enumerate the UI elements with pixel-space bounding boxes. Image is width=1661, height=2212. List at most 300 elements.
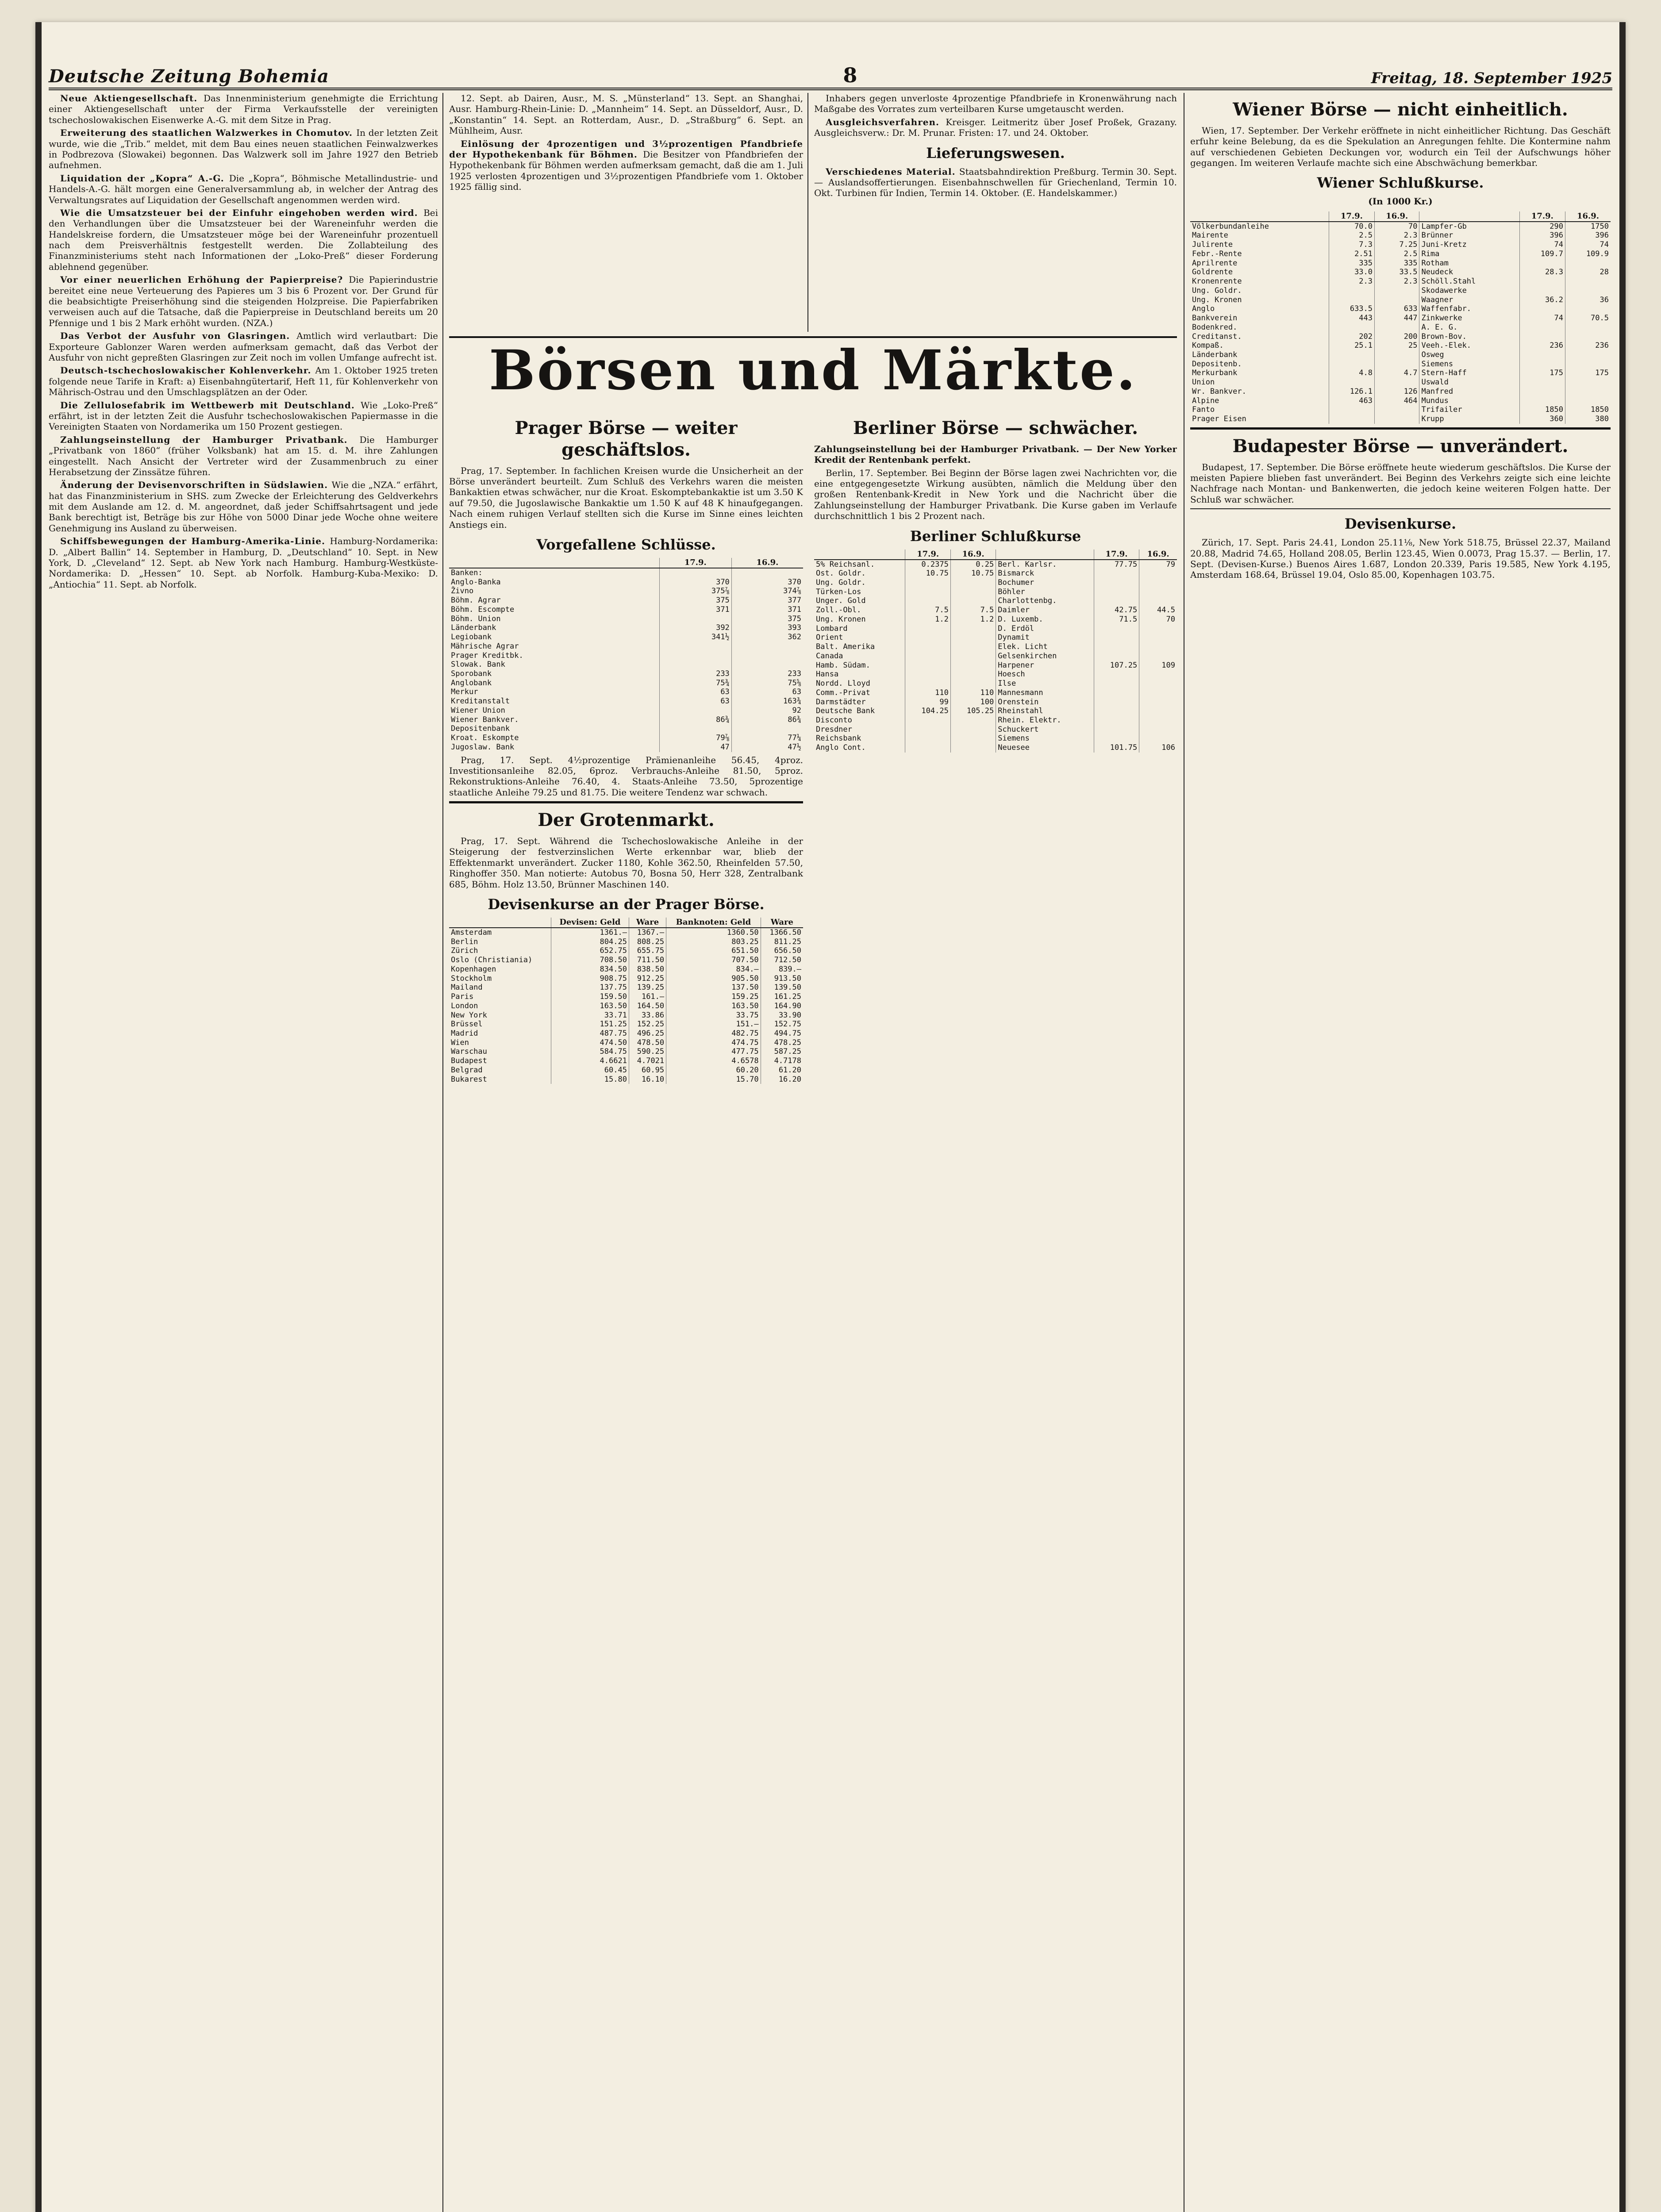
table-header-row <box>449 558 803 568</box>
table-cell: 808.25 <box>629 937 666 947</box>
vienna-exchange-heading: Wiener Börse — nicht einheitlich. <box>1233 99 1568 120</box>
table-cell <box>731 651 803 661</box>
table-cell <box>1519 286 1565 296</box>
table-row <box>1190 240 1611 250</box>
deliveries-heading: Lieferungswesen. <box>926 144 1065 161</box>
table-cell: 42.75 <box>1094 606 1139 615</box>
table-cell <box>950 578 996 588</box>
table-cell <box>1094 716 1139 725</box>
table-cell <box>1519 259 1565 268</box>
table-cell: Türken-Los <box>814 588 905 597</box>
table-cell: Ilse <box>996 679 1094 688</box>
table-row <box>449 578 803 587</box>
divider <box>1190 508 1611 509</box>
table-cell: Berlin <box>449 937 551 947</box>
table-cell: 464 <box>1375 396 1419 406</box>
table-cell: Slowak. Bank <box>449 660 659 669</box>
table-row <box>1190 396 1611 406</box>
table-cell: Anglo Cont. <box>814 743 905 753</box>
column-header: 16.9. <box>1139 549 1177 560</box>
table-cell: 137.50 <box>666 983 761 992</box>
table-cell: 834.— <box>666 965 761 974</box>
table-cell: 163.50 <box>666 1002 761 1011</box>
table-cell <box>659 660 731 669</box>
table-cell: 913.50 <box>774 974 801 983</box>
table-cell <box>905 642 950 652</box>
table-cell: Jugoslaw. Bank <box>449 743 659 752</box>
table-cell: 47 <box>659 743 731 752</box>
table-cell: 1.2 <box>950 615 996 624</box>
table-cell: 200 <box>1375 332 1419 342</box>
article-paragraph <box>49 536 438 590</box>
vienna-closing-heading: Wiener Schlußkurse. <box>1317 174 1484 192</box>
table-cell <box>1565 396 1611 406</box>
table-cell: Trifailer <box>1419 405 1519 415</box>
table-cell: Anglo-Banka <box>449 578 659 587</box>
table-cell: 396 <box>1595 231 1609 240</box>
table-cell: Deutsche Bank <box>814 707 905 716</box>
table-cell: 380 <box>1595 415 1609 424</box>
column-rule <box>442 93 443 2212</box>
table-cell: Oslo (Christiania) <box>449 956 551 965</box>
table-cell: 335 <box>1329 259 1374 268</box>
fx-rates-heading: Devisenkurse. <box>1344 515 1457 533</box>
table-cell: Kronenrente <box>1190 277 1329 286</box>
table-row <box>449 983 803 992</box>
table-cell: 71.5 <box>1094 615 1139 624</box>
table-cell: Merkur <box>449 687 659 697</box>
table-cell <box>905 588 950 597</box>
table-cell: 375 <box>788 614 801 623</box>
table-cell: Zinkwerke <box>1419 314 1519 323</box>
table-cell: 2.5 <box>1329 231 1374 240</box>
column-header: 17.9. <box>1329 211 1374 222</box>
table-cell: 590.25 <box>629 1047 666 1056</box>
table-cell: London <box>449 1002 551 1011</box>
table-cell <box>1139 642 1177 652</box>
table-cell: 633 <box>1375 304 1419 314</box>
table-cell: 651.50 <box>666 946 761 956</box>
table-cell <box>905 743 950 753</box>
article-lead: Wie die Umsatzsteuer bei der Einfuhr eingehoben werden wird. <box>60 207 424 218</box>
table-cell: 374⅞ <box>783 587 801 596</box>
table-cell <box>1375 360 1419 369</box>
table-cell: Gelsenkirchen <box>996 652 1094 661</box>
table-row <box>1190 415 1611 424</box>
table-cell: Kompaß. <box>1190 341 1329 350</box>
table-cell <box>1139 716 1177 725</box>
table-cell: Böhm. Union <box>449 614 659 624</box>
table-cell: Waagner <box>1419 296 1519 305</box>
table-cell: 375 <box>659 596 731 605</box>
article-paragraph <box>814 166 1177 199</box>
column-header: 17.9. <box>659 558 731 568</box>
table-cell: Merkurbank <box>1190 369 1329 378</box>
article-paragraph <box>49 480 438 534</box>
table-cell: Bismarck <box>996 569 1094 578</box>
table-cell: 7.5 <box>905 606 950 615</box>
table-row <box>449 724 803 733</box>
table-cell: 1361.— <box>551 928 629 937</box>
article-lead: Ausgleichsverfahren. <box>826 116 946 127</box>
table-cell: 74 <box>1519 314 1565 323</box>
table-cell <box>1519 378 1565 387</box>
markets-heading: Börsen und Märkte. <box>488 338 1138 403</box>
table-row <box>814 688 1177 698</box>
table-cell <box>731 642 803 651</box>
table-cell <box>950 716 996 725</box>
table-cell: 33.75 <box>666 1011 761 1020</box>
table-cell: 838.50 <box>629 965 666 974</box>
table-cell: New York <box>449 1011 551 1020</box>
table-cell: 79 <box>1166 560 1175 569</box>
table-cell: 163¾ <box>783 697 801 706</box>
table-cell: Budapest <box>449 1056 551 1066</box>
table-cell <box>1565 387 1611 396</box>
table-cell: Bodenkred. <box>1190 323 1329 332</box>
table-row <box>449 669 803 679</box>
table-row <box>814 596 1177 606</box>
table-cell: 7.3 <box>1329 240 1374 250</box>
table-cell: 33.5 <box>1375 268 1419 277</box>
article-paragraph <box>49 93 438 125</box>
table-cell: 77.75 <box>1094 560 1139 569</box>
table-cell: 2.51 <box>1329 250 1374 259</box>
table-cell: 4.8 <box>1329 369 1374 378</box>
berlin-exchange-text: Berlin, 17. September. Bei Beginn der Börse lagen zwei Nachrichten vor, die eine entgegengesetzte Wirkung ausübten, nämlich die Meldung über den großen Rentenbank-Kredit in New York und die Nachricht über die Zahlungseinstellung der Hamburger Privatbank. Die Kurse gaben im Verlaufe durchschnittlich 1 bis 2 Prozent nach. <box>814 467 1177 522</box>
table-row <box>449 965 803 974</box>
table-cell: Böhm. Escompte <box>449 605 659 614</box>
table-cell: Anglo <box>1190 304 1329 314</box>
table-cell: 33.86 <box>629 1011 666 1020</box>
table-cell: 4.6621 <box>551 1056 629 1066</box>
article-paragraph <box>814 117 1177 138</box>
table-cell: 126.1 <box>1329 387 1374 396</box>
table-cell <box>1375 405 1419 415</box>
table-cell <box>905 624 950 634</box>
article-text: Das Innenministerium genehmigte die Errichtung einer Aktiengesellschaft unter der Firma Verkaufsstelle der vereinigten tschechoslowakischen Eisenwerke A.-G. mit dem Sitze in Prag. <box>49 93 438 125</box>
table-cell: D. Erdöl <box>996 624 1094 634</box>
article-paragraph <box>449 138 803 192</box>
table-cell: Brown-Bov. <box>1419 332 1519 342</box>
table-cell: 63 <box>792 687 801 697</box>
table-cell: 496.25 <box>629 1029 666 1038</box>
article-text: Staatsbahndirektion Preßburg. Termin 30. Sept. — Auslandsoffertierungen. Eisenbahnschwellen für Griechenland, Termin 10. Okt. Turbinen für Indien, Termin 14. Oktober. (E. Handelskammer.) <box>814 166 1177 199</box>
table-cell <box>1094 633 1139 642</box>
berlin-closing-table <box>814 549 1177 753</box>
table-cell: Alpine <box>1190 396 1329 406</box>
table-cell <box>1329 415 1374 424</box>
table-cell: 392 <box>659 623 731 633</box>
table-cell: 474.75 <box>666 1038 761 1048</box>
table-cell <box>1139 596 1177 606</box>
table-row <box>1190 286 1611 296</box>
table-cell: 803.25 <box>666 937 761 947</box>
article-paragraph <box>49 365 438 397</box>
table-cell <box>1565 332 1611 342</box>
table-cell: 86¾ <box>659 715 731 725</box>
article-text: Hamburg-Nordamerika: D. „Albert Ballin“ 14. September in Hamburg, D. „Deutschland“ 10. Sept. in New York, D. „Cleveland“ 12. Sept. ab New York nach Hamburg. Hamburg-Westküste-Nordamerika: D. „Hessen“ 10. Sept. ab Norfolk. Hamburg-Kuba-Mexiko: D. „Antiochia“ 11. Sept. ab Norfolk. <box>49 536 438 590</box>
article-text: Bei den Verhandlungen über die Umsatzsteuer bei der Wareneinfuhr werden die Handelskreise fordern, die Umsatzsteuer möge bei der Wareneinfuhr prozentuell nach dem Preisverhältnis festgestellt werden. Die Zollabteilung des Finanzministeriums steht nach Informationen der „Loko-Preß“ dieser Forderung ablehnend gegenüber. <box>49 207 438 272</box>
article-paragraph <box>49 434 438 478</box>
table-cell <box>1139 569 1177 578</box>
column-header <box>1190 211 1329 222</box>
table-row <box>449 937 803 947</box>
table-row <box>814 734 1177 743</box>
table-cell <box>1094 588 1139 597</box>
table-cell: 360 <box>1519 415 1565 424</box>
column-header: 17.9. <box>905 549 950 560</box>
article-lead: Einlösung der 4prozentigen und 3½prozentigen Pfandbriefe der Hypothekenbank für Böhmen. <box>449 138 803 160</box>
table-cell <box>1565 350 1611 360</box>
table-cell <box>950 743 996 753</box>
table-cell: 2.3 <box>1375 231 1419 240</box>
table-cell <box>1094 698 1139 707</box>
table-row <box>449 715 803 725</box>
table-cell: 7.25 <box>1375 240 1419 250</box>
berlin-closing-heading: Berliner Schlußkurse <box>910 527 1081 545</box>
table-cell: 28 <box>1599 268 1609 277</box>
table-row <box>814 633 1177 642</box>
table-row <box>814 560 1177 569</box>
table-cell: Febr.-Rente <box>1190 250 1329 259</box>
table-row <box>449 733 803 743</box>
table-cell: Stern-Haff <box>1419 369 1519 378</box>
table-row <box>814 606 1177 615</box>
table-cell <box>1329 350 1374 360</box>
column-header: Devisen: Geld <box>551 918 629 928</box>
table-cell: 633.5 <box>1329 304 1374 314</box>
article-paragraph <box>49 330 438 363</box>
table-cell: Wiener Bankver. <box>449 715 659 725</box>
table-cell: 109.7 <box>1519 250 1565 259</box>
table-cell: Siemens <box>996 734 1094 743</box>
table-row <box>814 679 1177 688</box>
table-cell: 487.75 <box>551 1029 629 1038</box>
table-row <box>1190 323 1611 332</box>
table-row <box>449 697 803 706</box>
table-row <box>449 687 803 697</box>
table-cell <box>950 624 996 634</box>
table-cell: 152.25 <box>629 1020 666 1029</box>
table-cell: Mannesmann <box>996 688 1094 698</box>
table-cell <box>659 642 731 651</box>
table-cell: Paris <box>449 992 551 1002</box>
table-row <box>449 1075 803 1084</box>
table-cell: 44.5 <box>1157 606 1175 615</box>
table-cell <box>1565 323 1611 332</box>
table-cell: 109.9 <box>1586 249 1609 258</box>
table-cell: Siemens <box>1419 360 1519 369</box>
table-cell: Balt. Amerika <box>814 642 905 652</box>
table-cell <box>950 588 996 597</box>
table-cell: Harpener <box>996 661 1094 670</box>
table-cell: Comm.-Privat <box>814 688 905 698</box>
table-cell <box>950 679 996 688</box>
table-row <box>449 1047 803 1056</box>
table-cell: Hansa <box>814 670 905 679</box>
table-cell <box>1375 296 1419 305</box>
table-cell: 152.75 <box>774 1020 801 1029</box>
table-cell: Živno <box>449 587 659 596</box>
table-cell: 159.25 <box>666 992 761 1002</box>
table-cell: 15.80 <box>551 1075 629 1084</box>
column-header: Ware <box>629 918 666 928</box>
table-cell <box>950 725 996 734</box>
berlin-exchange-subheading: Zahlungseinstellung bei der Hamburger Privatbank. — Der New Yorker Kredit der Rentenbank perfekt. <box>814 443 1177 465</box>
table-cell: Prager Kreditbk. <box>449 651 659 661</box>
table-cell: 463 <box>1329 396 1374 406</box>
table-cell: Anglobank <box>449 679 659 688</box>
table-cell: 16.10 <box>629 1075 666 1084</box>
table-cell <box>1329 296 1374 305</box>
table-cell: 70.0 <box>1329 222 1374 231</box>
table-cell: 5% Reichsanl. <box>814 560 905 569</box>
table-cell: 834.50 <box>551 965 629 974</box>
table-cell: Rotham <box>1419 259 1519 268</box>
table-cell <box>1565 378 1611 387</box>
table-cell <box>1375 378 1419 387</box>
table-cell: 908.75 <box>551 974 629 983</box>
table-cell: 4.7178 <box>774 1056 801 1066</box>
table-cell <box>1139 688 1177 698</box>
table-cell <box>1094 642 1139 652</box>
table-cell <box>1139 633 1177 642</box>
vienna-closing-table <box>1190 211 1611 424</box>
table-cell: 393 <box>788 623 801 633</box>
table-cell: Wiener Union <box>449 706 659 715</box>
table-cell: 478.25 <box>774 1038 801 1047</box>
table-cell: Brünner <box>1419 231 1519 240</box>
table-cell: Länderbank <box>1190 350 1329 360</box>
table-cell: 105.25 <box>950 707 996 716</box>
table-cell: 804.25 <box>551 937 629 947</box>
masthead <box>49 57 1612 90</box>
table-cell: 47½ <box>788 742 801 752</box>
table-cell: 443 <box>1329 314 1374 323</box>
table-cell <box>1094 679 1139 688</box>
table-cell: 712.50 <box>774 956 801 965</box>
table-row <box>1190 250 1611 259</box>
table-cell: Veeh.-Elek. <box>1419 341 1519 350</box>
table-cell: Elek. Licht <box>996 642 1094 652</box>
table-cell: 164.50 <box>629 1002 666 1011</box>
table-cell <box>905 633 950 642</box>
table-cell: 77¼ <box>788 733 801 743</box>
article-text: 12. Sept. ab Dairen, Ausr., M. S. „Münsterland“ 13. Sept. an Shanghai, Ausr. Hamburg-Rhein-Linie: D. „Mannheim“ 14. Sept. an Düsseldorf, Ausr., D. „Konstantin“ 14. Sept. an Rotterdam, Ausr., D. „Straßburg“ 6. Sept. an Mühlheim, Ausr. <box>449 93 803 136</box>
table-cell: 0.25 <box>950 560 996 569</box>
article-lead: Änderung der Devisenvorschriften in Südslawien. <box>60 480 332 491</box>
table-cell: Madrid <box>449 1029 551 1038</box>
table-cell <box>659 724 731 733</box>
table-cell: Osweg <box>1419 350 1519 360</box>
table-cell: Reichsbank <box>814 734 905 743</box>
table-cell <box>905 734 950 743</box>
table-cell <box>905 661 950 670</box>
table-row <box>449 568 803 578</box>
article-paragraph <box>449 93 803 136</box>
table-cell: Uswald <box>1419 378 1519 387</box>
table-cell <box>659 651 731 661</box>
table-header-row <box>814 549 1177 560</box>
table-row <box>449 743 803 752</box>
article-text: Wie „Loko-Preß“ erfährt, ist in der letzten Zeit die Ausfuhr tschechoslowakischen Papiermasse in die Vereinigten Staaten von Nordamerika um 150 Prozent gestiegen. <box>49 399 438 432</box>
table-row <box>1190 378 1611 387</box>
fx-rates-text: Zürich, 17. Sept. Paris 24.41, London 25.11⅛, New York 518.75, Brüssel 22.37, Mailand 20.88, Madrid 74.65, Holland 208.05, Berlin 123.45, Wien 0.0073, Prag 15.37. — Berlin, 17. Sept. (Devisen-Kurse.) Buenos Aires 1.687, London 20.339, Paris 19.585, New York 4.195, Amsterdam 168.64, Brüssel 19.04, Oslo 85.00, Kopenhagen 103.75. <box>1190 537 1611 580</box>
article-paragraph <box>49 400 438 432</box>
table-row <box>449 946 803 956</box>
article-paragraph <box>49 274 438 328</box>
table-cell <box>1519 396 1565 406</box>
table-cell: 708.50 <box>551 956 629 965</box>
article-lead: Zahlungseinstellung der Hamburger Privatbank. <box>60 434 360 445</box>
table-cell: Schuckert <box>996 725 1094 734</box>
article-text: Am 1. Oktober 1925 treten folgende neue Tarife in Kraft: a) Eisenbahngütertarif, Heft 11, für Kohlenverkehr von Mährisch-Ostrau und den Umschlagsplätzen an der Oder. <box>49 365 438 398</box>
table-cell: 494.75 <box>774 1029 801 1038</box>
article-text: Die Besitzer von Pfandbriefen der Hypothekenbank für Böhmen werden aufmerksam gemacht, daß die am 1. Juli 1925 verlosten 4prozentigen und 3½prozentigen Pfandbriefe vom 1. Oktober 1925 fällig sind. <box>449 149 803 192</box>
column-header <box>814 549 905 560</box>
table-cell: Kopenhagen <box>449 965 551 974</box>
column-header <box>449 918 551 928</box>
table-row <box>449 1011 803 1020</box>
table-cell <box>1329 405 1374 415</box>
column-header <box>996 549 1094 560</box>
goods-market-heading: Der Grotenmarkt. <box>538 810 715 831</box>
table-cell: 10.75 <box>950 569 996 578</box>
table-row <box>449 679 803 688</box>
table-row <box>449 1029 803 1038</box>
table-cell: Sporobank <box>449 669 659 679</box>
table-cell: 92 <box>792 706 801 715</box>
table-cell: Skodawerke <box>1419 286 1519 296</box>
table-row <box>449 1066 803 1075</box>
table-cell: Stockholm <box>449 974 551 983</box>
goods-market-text: Prag, 17. Sept. Während die Tschechoslowakische Anleihe in der Steigerung der festverzinslichen Werte erkennbar war, blieb der Effektenmarkt unverändert. Zucker 1180, Kohle 362.50, Rheinfelden 57.50, Ringhoffer 350. Man notierte: Autobus 70, Bosna 50, Herr 328, Zentralbank 685, Böhm. Holz 13.50, Brünner Maschinen 140. <box>449 835 803 890</box>
table-row <box>814 624 1177 634</box>
table-cell: 905.50 <box>666 974 761 983</box>
table-row <box>814 670 1177 679</box>
table-cell: Julirente <box>1190 240 1329 250</box>
table-row <box>449 1056 803 1066</box>
table-cell: 74 <box>1599 240 1609 250</box>
table-cell: Zoll.-Obl. <box>814 606 905 615</box>
article-lead: Verschiedenes Material. <box>826 166 959 177</box>
table-cell <box>1139 588 1177 597</box>
table-cell <box>1375 350 1419 360</box>
table-cell: Ung. Kronen <box>814 615 905 624</box>
table-cell: 161.25 <box>774 992 801 1002</box>
table-row <box>1190 360 1611 369</box>
table-cell <box>1139 679 1177 688</box>
table-cell: 587.25 <box>774 1047 801 1056</box>
table-cell: 63 <box>659 697 731 706</box>
table-cell: 175 <box>1595 369 1609 378</box>
table-cell: 63 <box>659 687 731 697</box>
table-cell: 33.90 <box>778 1010 801 1020</box>
table-row <box>814 569 1177 578</box>
table-cell: Mundus <box>1419 396 1519 406</box>
table-cell: 1850 <box>1519 405 1565 415</box>
table-cell: 1366.50 <box>769 928 801 937</box>
table-cell: Ung. Goldr. <box>814 578 905 588</box>
table-cell <box>1565 277 1611 286</box>
column-2-top <box>449 93 803 332</box>
table-cell: Zürich <box>449 946 551 956</box>
table-cell: 25.1 <box>1329 341 1374 350</box>
table-cell: Nordd. Lloyd <box>814 679 905 688</box>
table-cell: 652.75 <box>551 946 629 956</box>
table-header-row <box>1190 211 1611 222</box>
